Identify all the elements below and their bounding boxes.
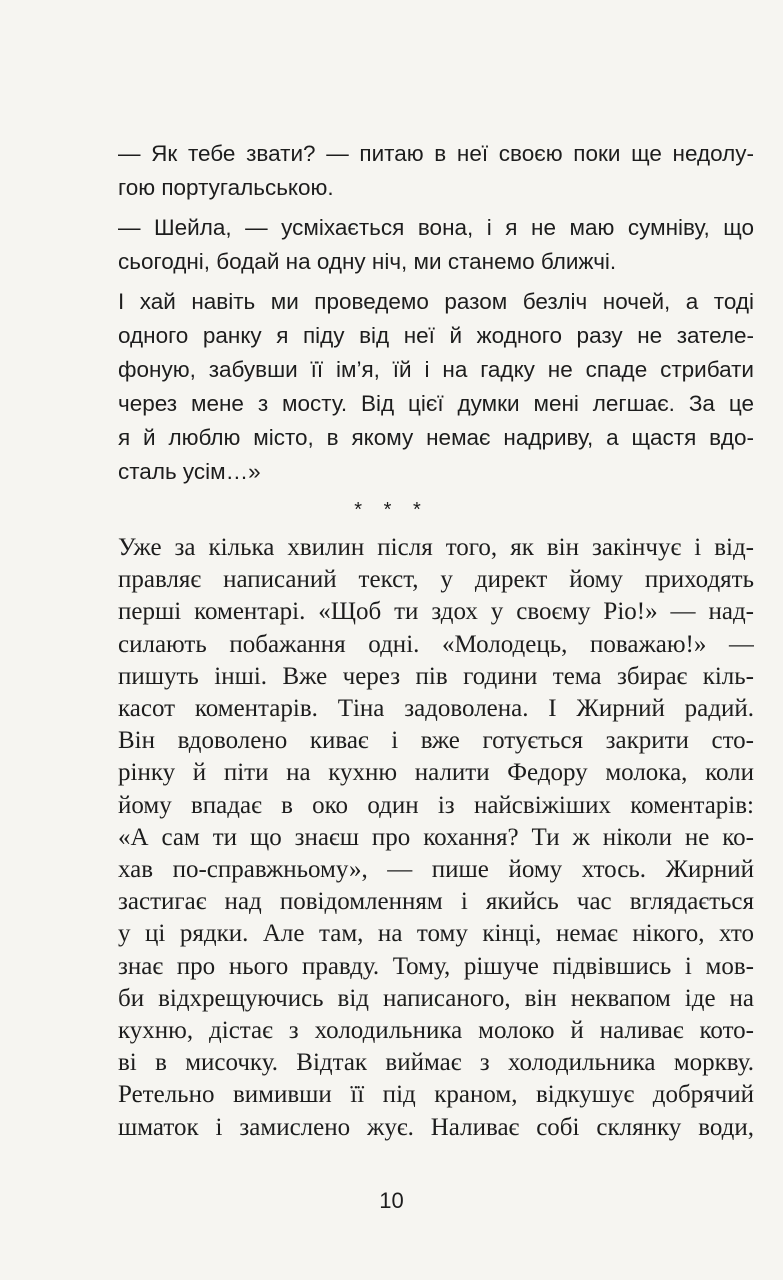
paragraph-line: І хай навіть ми проведемо разом безліч ночей, а тоді [118, 289, 754, 314]
main-paragraph-line: шматок і замислено жує. Наливає собі склянку води, [118, 1113, 754, 1141]
main-paragraph-line: хав по-справжньому», — пише йому хтось. Жирний [118, 856, 754, 883]
main-paragraph-line: правляє написаний текст, у директ йому приходять [118, 566, 754, 594]
paragraph-line: через мене з мосту. Від цієї думки мені легшає. За це [118, 391, 754, 416]
paragraph-line: сталь усім…» [118, 459, 261, 484]
dialogue-line: гою португальською. [118, 175, 334, 200]
main-paragraph-line: Він вдоволено киває і вже готується закрити сто- [118, 727, 754, 755]
main-paragraph-line: Уже за кілька хвилин після того, як він закінчує і від- [118, 534, 754, 561]
paragraph-line: одного ранку я піду від неї й жодного разу не зателе- [118, 323, 754, 348]
main-paragraph-line: знає про нього правду. Тому, рішуче підвівшись і мов- [118, 952, 754, 980]
paragraph-line: фоную, забувши її ім’я, їй і на гадку не спаде стрибати [118, 357, 754, 382]
main-paragraph-line: йому впадає в око один із найсвіжіших коментарів: [118, 791, 754, 819]
dialogue-line: — Як тебе звати? — питаю в неї своєю поки ще недолу- [118, 141, 754, 166]
page-number: 10 [379, 1188, 404, 1213]
main-paragraph-line: пишуть інші. Вже через пів години тема збирає кіль- [118, 662, 754, 690]
main-paragraph-line: у ці рядки. Але там, на тому кінці, немає нікого, хто [118, 920, 754, 948]
main-paragraph-line: перші коментарі. «Щоб ти здох у своєму Ріо!» — над- [118, 598, 754, 626]
dialogue-line: сьогодні, бодай на одну ніч, ми станемо ближчі. [118, 249, 617, 274]
dialogue-line: — Шейла, — усміхається вона, і я не маю сумніву, що [118, 215, 754, 240]
main-paragraph-line: би відхрещуючись від написаного, він неквапом іде на [118, 984, 754, 1012]
main-paragraph-line: рінку й піти на кухню налити Федору молока, коли [118, 759, 754, 787]
main-paragraph-line: «А сам ти що знаєш про кохання? Ти ж ніколи не ко- [118, 823, 754, 851]
main-paragraph-line: силають побажання одні. «Молодець, поважаю!» — [118, 630, 754, 658]
main-paragraph-line: кухню, дістає з холодильника молоко й наливає кото- [118, 1017, 754, 1044]
main-paragraph-line: застигає над повідомленням і якийсь час вглядається [118, 888, 754, 916]
main-paragraph-line: ві в мисочку. Відтак виймає з холодильника моркву. [118, 1049, 754, 1077]
main-paragraph-line: касот коментарів. Тіна задоволена. І Жирний радий. [118, 695, 754, 722]
main-paragraph-line: Ретельно вимивши її під краном, відкушує добрячий [118, 1081, 754, 1109]
paragraph-line: я й люблю місто, в якому немає надриву, а щастя вдо- [118, 425, 754, 450]
scene-separator: * * * [354, 499, 429, 521]
